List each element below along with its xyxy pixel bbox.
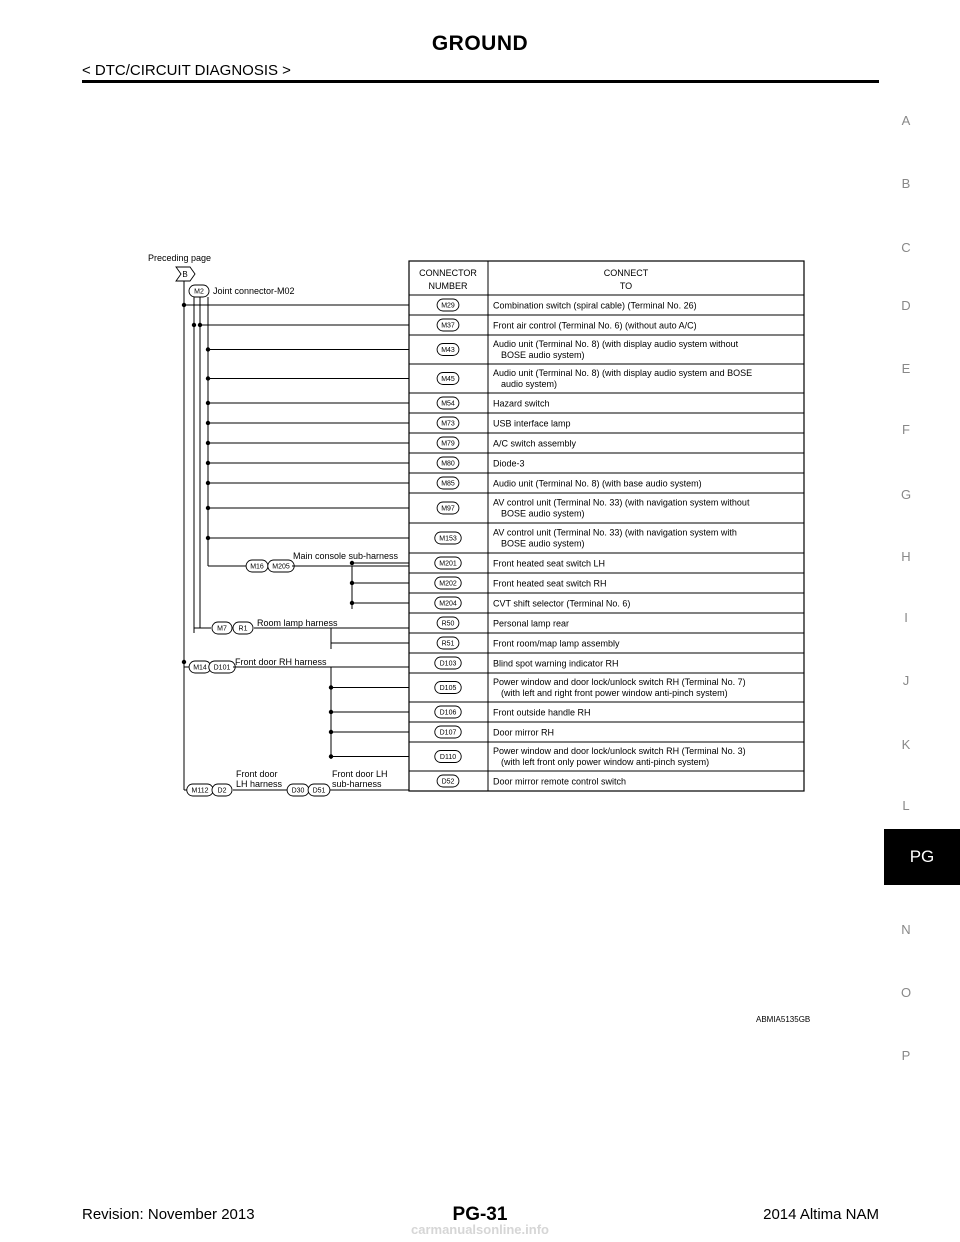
connector-badge-r51-label: R51 <box>441 640 455 648</box>
splice-dot <box>350 601 354 605</box>
front-door-lh-label: Front door <box>236 769 278 779</box>
connector-badge-d105-label: D105 <box>439 685 457 693</box>
connect-to-desc: Front heated seat switch LH <box>493 558 606 569</box>
joint-connector-label: Joint connector-M02 <box>213 286 295 296</box>
room-lamp-label: Room lamp harness <box>257 618 338 628</box>
connect-to-desc: Front room/map lamp assembly <box>493 638 620 649</box>
splice-dot <box>206 376 210 380</box>
main-console-badge-2-label: M205 <box>272 563 290 571</box>
splice-dot <box>206 461 210 465</box>
connector-badge-m37-label: M37 <box>441 322 455 330</box>
front-door-lh-label-2: LH harness <box>236 779 283 789</box>
splice-dot <box>198 323 202 327</box>
joint-connector-badge-label: M2 <box>194 288 204 296</box>
side-index-h: H <box>901 549 911 564</box>
front-door-rh-badge-1-label: M14 <box>193 664 207 672</box>
splice-dot <box>206 536 210 540</box>
side-index-a: A <box>901 113 911 128</box>
side-index-d: D <box>901 298 911 313</box>
side-index-j: J <box>902 673 910 688</box>
connect-to-desc: Combination switch (spiral cable) (Terminal No. 26) <box>493 300 697 311</box>
connect-to-desc: AV control unit (Terminal No. 33) (with navigation system with <box>493 527 737 538</box>
side-index-n: N <box>901 922 911 937</box>
splice-dot <box>329 685 333 689</box>
connector-badge-d106-label: D106 <box>439 709 457 717</box>
side-index-e: E <box>901 361 911 376</box>
connect-to-desc: Audio unit (Terminal No. 8) (with display audio system without <box>493 339 739 349</box>
connector-badge-m45-label: M45 <box>441 376 455 384</box>
footer-model: 2014 Altima NAM <box>763 1206 879 1223</box>
table-header-connect-to-2: TO <box>619 281 633 291</box>
splice-dot <box>206 421 210 425</box>
connect-to-desc-cont: BOSE audio system) <box>501 538 585 549</box>
connector-badge-d110-label: D110 <box>439 754 457 762</box>
connect-to-desc: USB interface lamp <box>493 418 571 429</box>
side-index-b: B <box>901 176 911 191</box>
splice-dot <box>350 561 354 565</box>
splice-dot <box>206 481 210 485</box>
front-door-lh-badge-1-label: M112 <box>191 787 209 795</box>
connector-badge-d107-label: D107 <box>439 729 457 737</box>
table-header-connect-to: CONNECT <box>603 268 649 278</box>
splice-dot <box>192 323 196 327</box>
footer-revision: Revision: November 2013 <box>82 1206 255 1223</box>
front-door-lh-sub-badge-1-label: D30 <box>291 787 305 795</box>
front-door-lh-badge-2-label: D2 <box>217 787 227 795</box>
room-lamp-badge-2-label: R1 <box>238 625 248 633</box>
figure-id: ABMIA5135GB <box>756 1015 811 1024</box>
connect-to-desc: Personal lamp rear <box>493 618 570 629</box>
splice-dot <box>206 347 210 351</box>
footer-page-number: PG-31 <box>452 1204 508 1225</box>
front-door-lh-sub-label-2: sub-harness <box>332 779 382 789</box>
side-index-i: I <box>904 610 908 625</box>
connect-to-desc: Power window and door lock/unlock switch RH (Terminal No. 7) <box>493 677 746 687</box>
splice-dot <box>182 660 186 664</box>
connector-badge-d103-label: D103 <box>439 660 457 668</box>
side-index-g: G <box>900 487 912 502</box>
room-lamp-badge-1-label: M7 <box>217 625 227 633</box>
connect-to-desc: CVT shift selector (Terminal No. 6) <box>493 598 631 609</box>
front-door-lh-sub-label: Front door LH <box>332 769 388 779</box>
connect-to-desc: Hazard switch <box>493 398 550 409</box>
connect-to-desc: Audio unit (Terminal No. 8) (with display audio system and BOSE <box>493 368 753 378</box>
front-door-rh-label: Front door RH harness <box>235 657 327 667</box>
splice-dot <box>206 506 210 510</box>
splice-dot <box>182 303 186 307</box>
connect-to-desc: Front air control (Terminal No. 6) (without auto A/C) <box>493 320 697 331</box>
side-index-f: F <box>902 422 910 437</box>
connect-to-desc: Diode-3 <box>493 458 525 469</box>
splice-dot <box>206 401 210 405</box>
connect-to-desc-cont: (with left and right front power window anti-pinch system) <box>501 688 728 698</box>
splice-dot <box>329 710 333 714</box>
watermark: carmanualsonline.info <box>411 1222 549 1237</box>
connector-badge-m201-label: M201 <box>439 560 457 568</box>
side-index-p: P <box>901 1048 911 1063</box>
connector-badge-m153-label: M153 <box>439 535 457 543</box>
connector-badge-m85-label: M85 <box>441 480 455 488</box>
connector-badge-d52-label: D52 <box>441 778 455 786</box>
connector-badge-m54-label: M54 <box>441 400 455 408</box>
section-subtitle: < DTC/CIRCUIT DIAGNOSIS > <box>82 62 291 79</box>
connect-to-desc: Front outside handle RH <box>493 707 591 718</box>
splice-dot <box>206 441 210 445</box>
side-index-o: O <box>900 985 912 1000</box>
front-door-lh-sub-badge-2-label: D51 <box>312 787 326 795</box>
connect-to-desc: Power window and door lock/unlock switch RH (Terminal No. 3) <box>493 746 746 756</box>
connector-badge-m97-label: M97 <box>441 505 455 513</box>
connect-to-desc: A/C switch assembly <box>493 438 577 449</box>
active-section-tab: PG <box>884 829 960 885</box>
preceding-page-label: Preceding page <box>148 253 212 263</box>
connect-to-desc-cont: BOSE audio system) <box>501 508 585 519</box>
connect-to-desc: Audio unit (Terminal No. 8) (with base audio system) <box>493 478 702 489</box>
connector-badge-m29-label: M29 <box>441 302 455 310</box>
splice-dot <box>329 754 333 758</box>
connector-badge-m204-label: M204 <box>439 600 457 608</box>
connector-badge-m202-label: M202 <box>439 580 457 588</box>
connect-to-desc-cont: BOSE audio system) <box>501 350 585 360</box>
connect-to-desc: Front heated seat switch RH <box>493 578 607 589</box>
front-door-rh-badge-2-label: D101 <box>213 664 231 672</box>
connect-to-desc-cont: audio system) <box>501 379 558 389</box>
connector-badge-m79-label: M79 <box>441 440 455 448</box>
connect-to-desc: Blind spot warning indicator RH <box>493 658 619 669</box>
page-link-marker-label: B <box>182 270 188 279</box>
connect-to-desc-cont: (with left front only power window anti-pinch system) <box>501 757 710 767</box>
page-title: GROUND <box>431 32 529 55</box>
side-index-l: L <box>902 798 910 813</box>
main-console-label: Main console sub-harness <box>293 551 399 561</box>
table-header-connector-number-2: NUMBER <box>428 281 468 291</box>
connector-badge-m80-label: M80 <box>441 460 455 468</box>
connector-badge-m43-label: M43 <box>441 347 455 355</box>
splice-dot <box>350 581 354 585</box>
table-header-connector-number: CONNECTOR <box>419 268 477 278</box>
splice-dot <box>329 730 333 734</box>
connect-to-desc: AV control unit (Terminal No. 33) (with navigation system without <box>493 497 750 508</box>
connector-badge-m73-label: M73 <box>441 420 455 428</box>
side-index-k: K <box>901 737 911 752</box>
connect-to-desc: Door mirror RH <box>493 727 555 738</box>
connect-to-desc: Door mirror remote control switch <box>493 776 627 787</box>
main-console-badge-1-label: M16 <box>250 563 264 571</box>
side-index-c: C <box>901 240 911 255</box>
connector-badge-r50-label: R50 <box>441 620 455 628</box>
